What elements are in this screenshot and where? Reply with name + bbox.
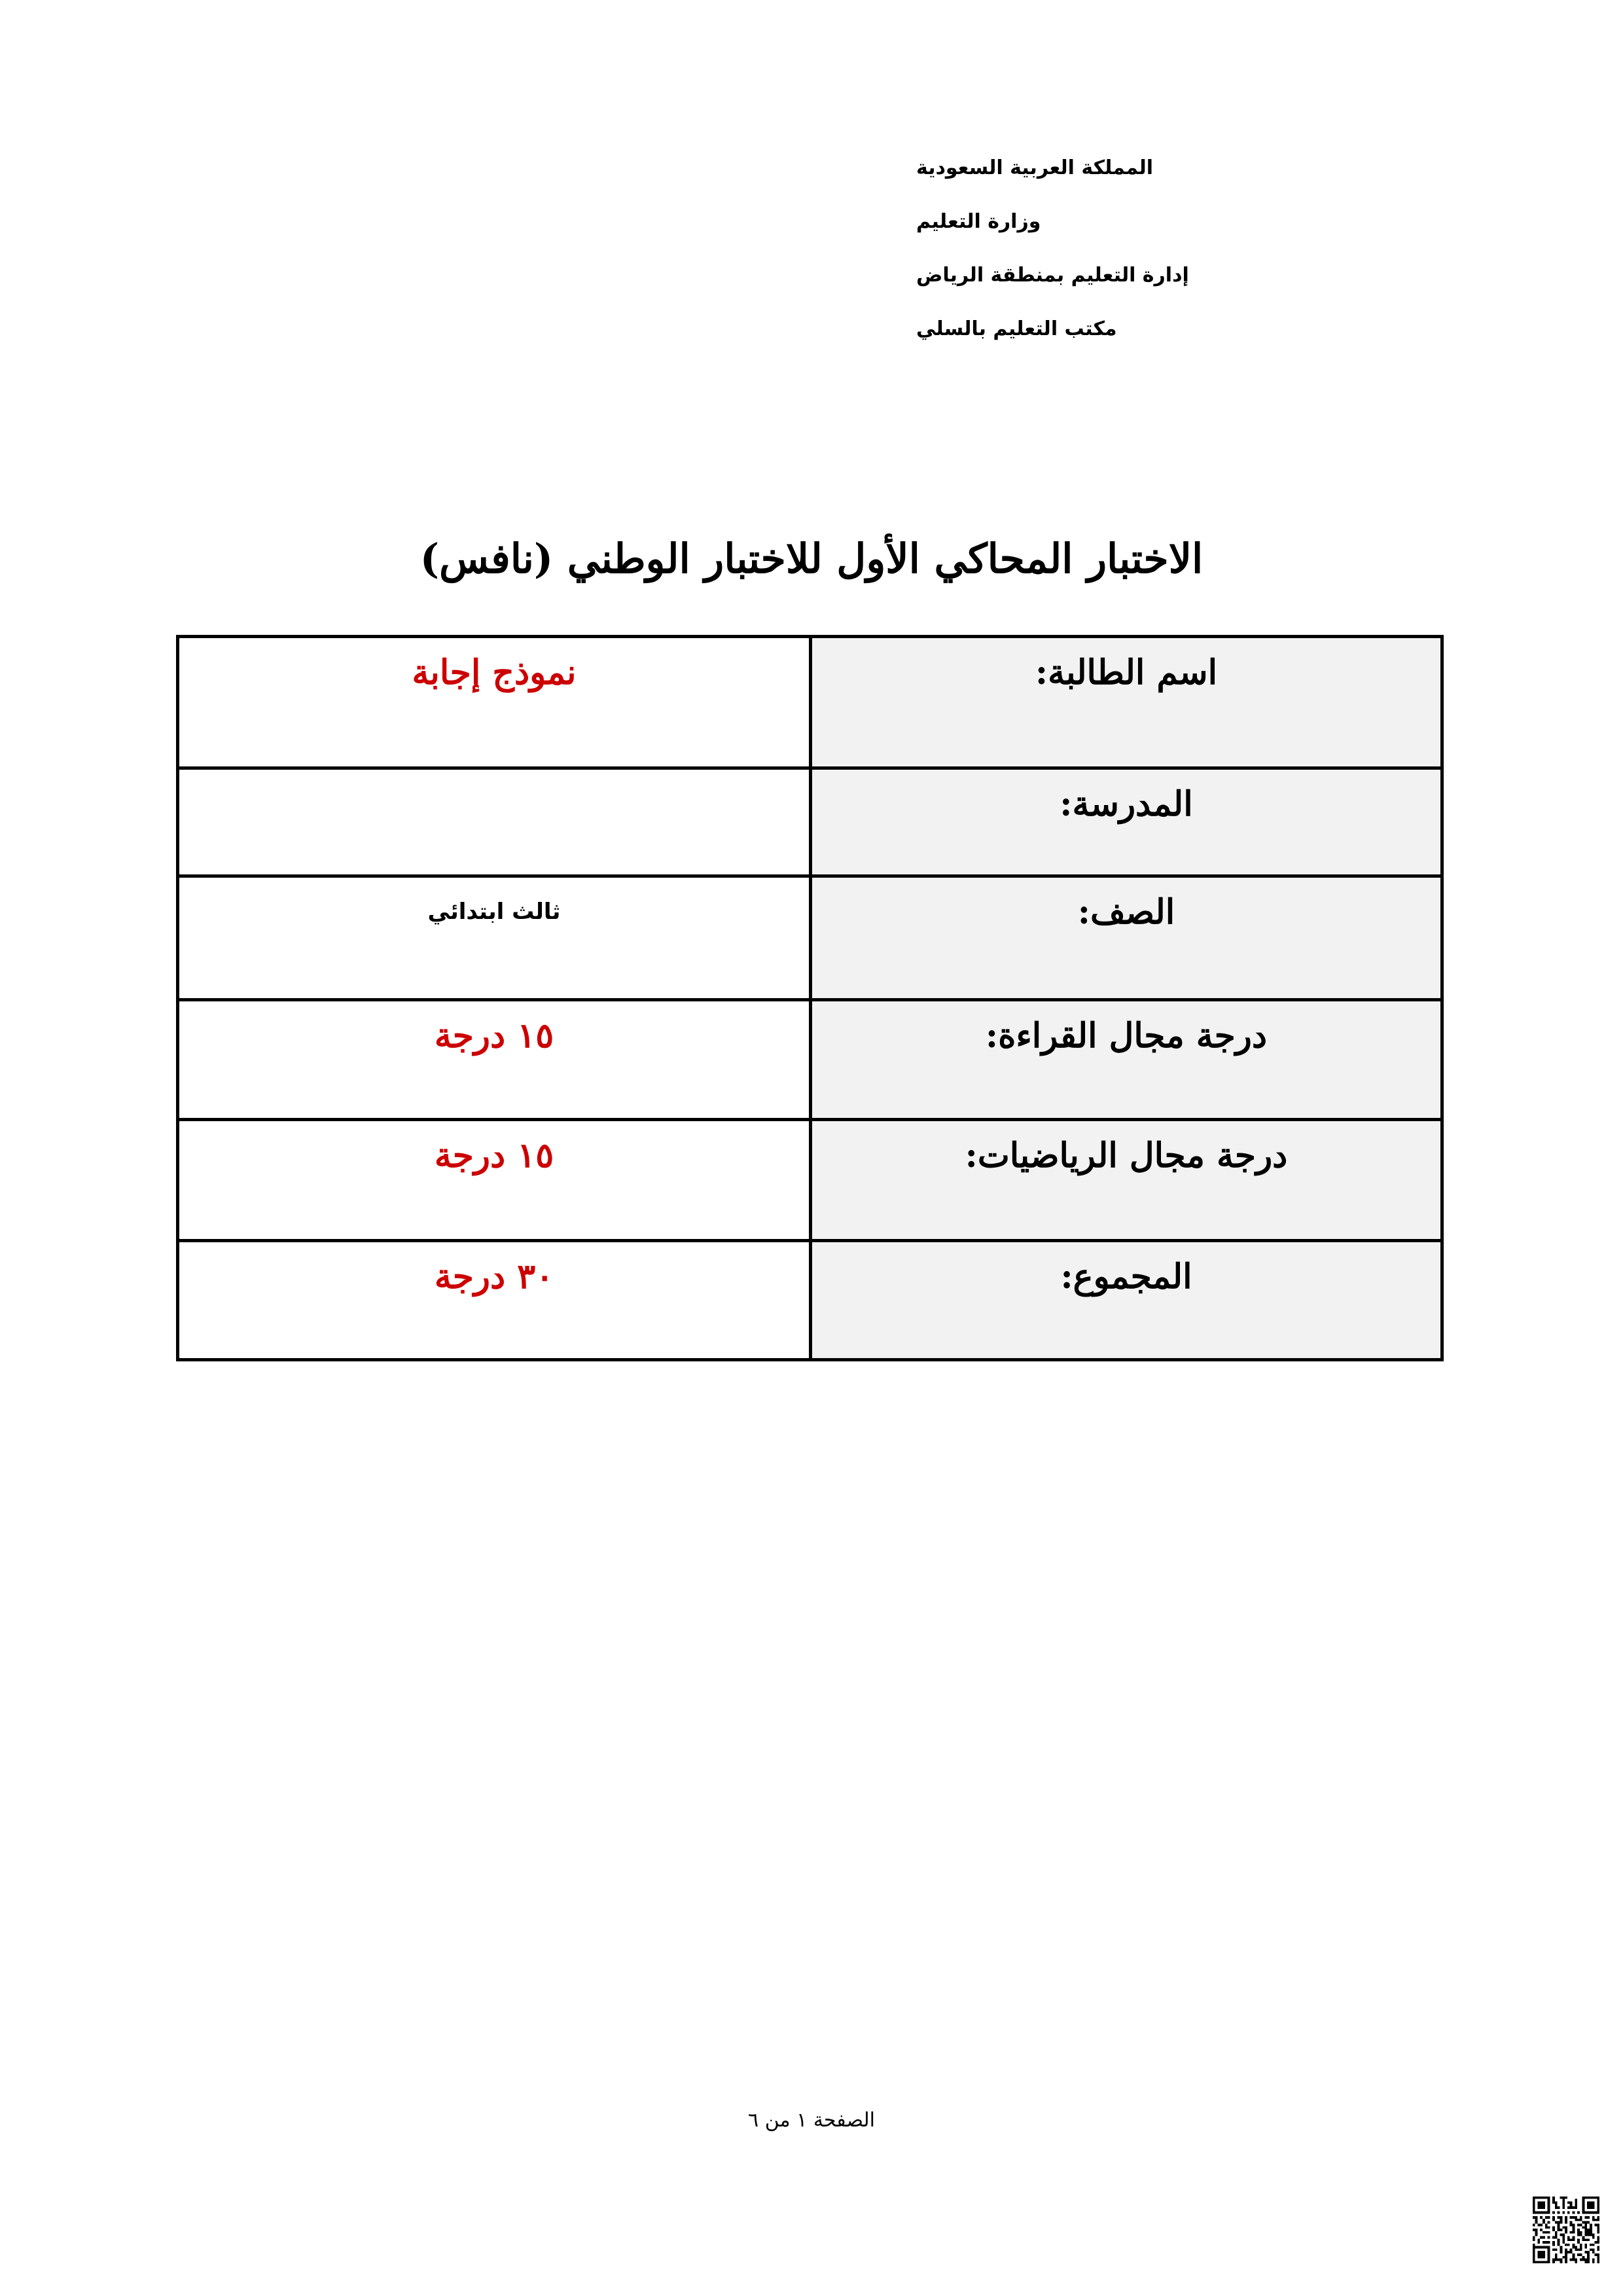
value-text: ثالث ابتدائي: [427, 899, 561, 925]
table-row: [178, 1000, 1442, 1120]
label-text: المدرسة:: [1060, 784, 1193, 824]
row-label-math-score: [811, 1120, 1442, 1241]
row-label-school: [811, 768, 1442, 876]
row-label-grade-level: [811, 876, 1442, 1000]
page-title: الاختبار المحاكي الأول للاختبار الوطني (نافس): [419, 535, 1204, 583]
row-value-math-score[interactable]: [178, 1120, 811, 1241]
label-text: اسم الطالبة:: [1035, 653, 1218, 692]
row-label-reading-score: [811, 1000, 1442, 1120]
value-text: [179, 770, 809, 819]
value-text: نموذج إجابة: [412, 653, 577, 692]
row-value-student-name[interactable]: [178, 637, 811, 768]
row-value-grade-level[interactable]: [178, 876, 811, 1000]
row-value-reading-score[interactable]: [178, 1000, 811, 1120]
table-row: [178, 1120, 1442, 1241]
student-info-table-body: [178, 637, 1442, 1360]
student-info-table-wrapper: [179, 635, 1444, 1361]
label-text: درجة مجال القراءة:: [985, 1016, 1268, 1056]
table-row: [178, 876, 1442, 1000]
table-row: [178, 637, 1442, 768]
label-text: الصف:: [1077, 892, 1175, 932]
letterhead-block: [916, 141, 1505, 356]
letterhead-line-office: مكتب التعليم بالسلي: [916, 317, 1117, 340]
value-text: ١٥ درجة: [434, 1016, 554, 1056]
table-row: [178, 1241, 1442, 1360]
letterhead-line-directorate: إدارة التعليم بمنطقة الرياض: [916, 264, 1189, 287]
label-text: درجة مجال الرياضيات:: [965, 1136, 1288, 1175]
qr-code-icon: [1530, 2194, 1602, 2266]
letterhead-line-ministry: وزارة التعليم: [916, 210, 1041, 233]
row-value-school[interactable]: [178, 768, 811, 876]
value-text: ١٥ درجة: [434, 1136, 554, 1175]
page-number-footer: الصفحة ١ من ٦: [748, 2109, 875, 2132]
value-text: ٣٠ درجة: [434, 1257, 554, 1297]
table-row: [178, 768, 1442, 876]
student-info-table: [176, 635, 1444, 1361]
row-label-student-name: [811, 637, 1442, 768]
row-value-total[interactable]: [178, 1241, 811, 1360]
row-label-total: [811, 1241, 1442, 1360]
letterhead-line-country: المملكة العربية السعودية: [916, 156, 1154, 179]
label-text: المجموع:: [1060, 1257, 1192, 1297]
